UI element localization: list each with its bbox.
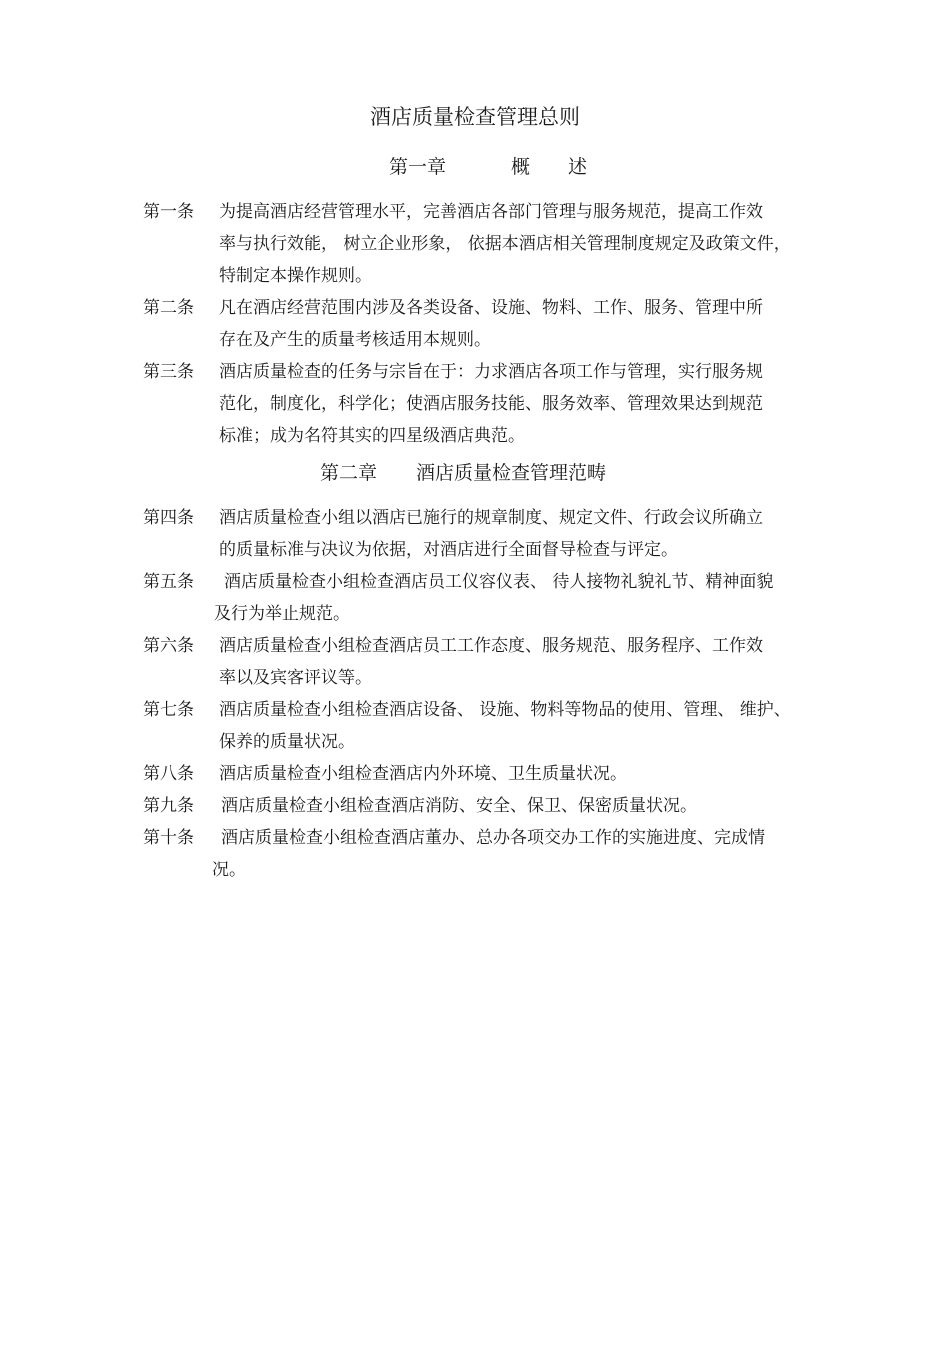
chapter-1-number: 第一章 (389, 156, 447, 178)
article-5-label: 第五条 (143, 572, 194, 592)
article-9-label: 第九条 (143, 796, 194, 816)
article-9-line-1: 酒店质量检查小组检查酒店消防、安全、保卫、保密质量状况。 (221, 796, 697, 816)
chapter-2-name: 酒店质量检查管理范畴 (416, 462, 607, 484)
article-6-line-2: 率以及宾客评议等。 (219, 668, 372, 688)
article-10-line-1: 酒店质量检查小组检查酒店董办、总办各项交办工作的实施进度、完成情 (221, 828, 765, 848)
article-3-line-1: 酒店质量检查的任务与宗旨在于：力求酒店各项工作与管理，实行服务规 (219, 362, 763, 382)
article-5-line-1: 酒店质量检查小组检查酒店员工仪容仪表、 待人接物礼貌礼节、精神面貌 (224, 572, 774, 592)
article-7-line-1: 酒店质量检查小组检查酒店设备、 设施、物料等物品的使用、管理、 维护、 (219, 700, 791, 720)
article-3-line-3: 标准；成为名符其实的四星级酒店典范。 (219, 426, 525, 446)
article-5-line-2: 及行为举止规范。 (214, 604, 350, 624)
article-7-label: 第七条 (143, 700, 194, 720)
article-8-label: 第八条 (143, 764, 194, 784)
chapter-1-name: 概 述 (511, 156, 588, 178)
document-title: 酒店质量检查管理总则 (370, 105, 580, 129)
article-2-line-1: 凡在酒店经营范围内涉及各类设备、设施、物料、工作、服务、管理中所 (219, 298, 763, 318)
chapter-2-number: 第二章 (320, 462, 378, 484)
article-6-label: 第六条 (143, 636, 194, 656)
article-10-line-2: 况。 (212, 860, 246, 880)
article-4-line-1: 酒店质量检查小组以酒店已施行的规章制度、规定文件、行政会议所确立 (219, 508, 763, 528)
article-1-label: 第一条 (143, 202, 194, 222)
article-4-label: 第四条 (143, 508, 194, 528)
article-2-line-2: 存在及产生的质量考核适用本规则。 (219, 330, 491, 350)
article-3-line-2: 范化，制度化，科学化；使酒店服务技能、服务效率、管理效果达到规范 (219, 394, 763, 414)
article-8-line-1: 酒店质量检查小组检查酒店内外环境、卫生质量状况。 (219, 764, 627, 784)
article-10-label: 第十条 (143, 828, 194, 848)
article-1-line-2: 率与执行效能， 树立企业形象， 依据本酒店相关管理制度规定及政策文件， (219, 234, 791, 254)
article-2-label: 第二条 (143, 298, 194, 318)
article-7-line-2: 保养的质量状况。 (219, 732, 355, 752)
article-4-line-2: 的质量标准与决议为依据，对酒店进行全面督导检查与评定。 (219, 540, 678, 560)
article-3-label: 第三条 (143, 362, 194, 382)
article-1-line-3: 特制定本操作规则。 (219, 266, 372, 286)
article-1-line-1: 为提高酒店经营管理水平，完善酒店各部门管理与服务规范，提高工作效 (219, 202, 763, 222)
article-6-line-1: 酒店质量检查小组检查酒店员工工作态度、服务规范、服务程序、工作效 (219, 636, 763, 656)
